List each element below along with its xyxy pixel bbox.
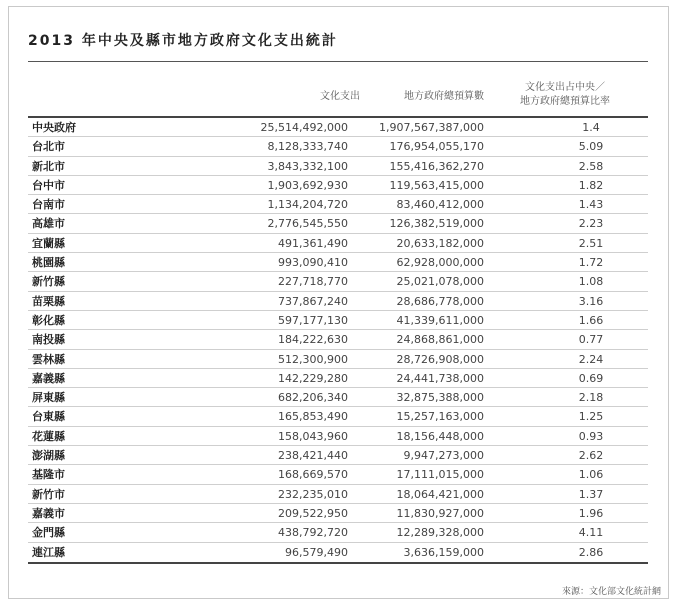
row-total-budget: 83,460,412,000 (396, 198, 484, 212)
row-total-budget: 18,156,448,000 (396, 429, 484, 443)
spending-table (28, 116, 648, 564)
row-ratio: 2.18 (578, 391, 604, 405)
row-total-budget: 11,830,927,000 (396, 506, 484, 520)
table-row (28, 407, 648, 426)
header-total-budget: 地方政府總預算數 (404, 91, 484, 102)
row-name: 嘉義市 (32, 506, 65, 520)
table-row (28, 485, 648, 504)
row-name: 南投縣 (32, 333, 65, 347)
row-name: 基隆市 (32, 468, 65, 482)
row-name: 澎湖縣 (32, 449, 65, 463)
row-culture-spending: 96,579,490 (285, 545, 348, 559)
row-name: 新竹縣 (32, 275, 65, 289)
row-total-budget: 28,686,778,000 (396, 294, 484, 308)
row-ratio: 5.09 (578, 140, 604, 154)
row-total-budget: 15,257,163,000 (396, 410, 484, 424)
row-ratio: 1.43 (578, 198, 604, 212)
row-ratio: 1.66 (578, 313, 604, 327)
table-row (28, 427, 648, 446)
row-ratio: 2.23 (578, 217, 604, 231)
row-name: 台南市 (32, 198, 65, 212)
row-ratio: 1.25 (578, 410, 604, 424)
row-culture-spending: 2,776,545,550 (267, 217, 348, 231)
row-total-budget: 25,021,078,000 (396, 275, 484, 289)
header-ratio-line1: 文化支出占中央／ (525, 82, 605, 93)
row-name: 新竹市 (32, 487, 65, 501)
row-culture-spending: 25,514,492,000 (260, 121, 348, 134)
row-total-budget: 62,928,000,000 (396, 256, 484, 270)
row-total-budget: 24,441,738,000 (396, 371, 484, 385)
table-row (28, 504, 648, 523)
row-ratio: 2.24 (578, 352, 604, 366)
table-row (28, 543, 648, 562)
table-row (28, 272, 648, 291)
row-total-budget: 155,416,362,270 (389, 159, 484, 173)
row-culture-spending: 142,229,280 (278, 371, 348, 385)
row-name: 連江縣 (32, 545, 65, 559)
row-total-budget: 12,289,328,000 (396, 526, 484, 540)
row-ratio: 2.51 (578, 236, 604, 250)
header-ratio (500, 81, 630, 109)
table-row (28, 234, 648, 253)
row-culture-spending: 682,206,340 (278, 391, 348, 405)
row-culture-spending: 1,903,692,930 (267, 178, 348, 192)
header-culture-spending: 文化支出 (320, 91, 360, 102)
row-ratio: 2.86 (578, 545, 604, 559)
row-total-budget: 24,868,861,000 (396, 333, 484, 347)
row-culture-spending: 737,867,240 (278, 294, 348, 308)
row-total-budget: 17,111,015,000 (396, 468, 484, 482)
row-name: 屏東縣 (32, 391, 65, 405)
row-ratio: 0.93 (578, 429, 604, 443)
row-total-budget: 41,339,611,000 (396, 313, 484, 327)
row-name: 新北市 (32, 159, 65, 173)
row-culture-spending: 165,853,490 (278, 410, 348, 424)
row-ratio: 1.06 (578, 468, 604, 482)
table-row (28, 195, 648, 214)
row-ratio: 1.96 (578, 506, 604, 520)
row-culture-spending: 158,043,960 (278, 429, 348, 443)
row-ratio: 2.58 (578, 159, 604, 173)
row-culture-spending: 209,522,950 (278, 506, 348, 520)
row-name: 台東縣 (32, 410, 65, 424)
row-ratio: 3.16 (578, 294, 604, 308)
row-name: 苗栗縣 (32, 294, 65, 308)
table-row (28, 176, 648, 195)
row-culture-spending: 168,669,570 (278, 468, 348, 482)
row-ratio: 1.08 (578, 275, 604, 289)
table-row (28, 369, 648, 388)
row-ratio: 4.11 (578, 526, 604, 540)
table-row (28, 157, 648, 176)
row-name: 花蓮縣 (32, 429, 65, 443)
table-row (28, 253, 648, 272)
row-total-budget: 1,907,567,387,000 (379, 121, 484, 134)
source-note: 來源：文化部文化統計網 (561, 587, 661, 597)
table-row (28, 118, 648, 137)
row-culture-spending: 512,300,900 (278, 352, 348, 366)
row-total-budget: 126,382,519,000 (389, 217, 484, 231)
row-name: 中央政府 (32, 121, 76, 134)
row-culture-spending: 3,843,332,100 (267, 159, 348, 173)
table-row (28, 465, 648, 484)
row-name: 台中市 (32, 178, 65, 192)
row-culture-spending: 232,235,010 (278, 487, 348, 501)
row-total-budget: 20,633,182,000 (396, 236, 484, 250)
row-ratio: 0.69 (578, 371, 604, 385)
row-culture-spending: 227,718,770 (278, 275, 348, 289)
row-ratio: 0.77 (578, 333, 604, 347)
row-name: 高雄市 (32, 217, 65, 231)
row-total-budget: 32,875,388,000 (396, 391, 484, 405)
page-title: 2013 年中央及縣市地方政府文化支出統計 (28, 33, 338, 49)
row-culture-spending: 438,792,720 (278, 526, 348, 540)
row-total-budget: 3,636,159,000 (403, 545, 484, 559)
row-name: 嘉義縣 (32, 371, 65, 385)
title-divider (28, 61, 648, 62)
row-ratio: 1.37 (578, 487, 604, 501)
table-row (28, 523, 648, 542)
table-row (28, 292, 648, 311)
table-row (28, 446, 648, 465)
row-culture-spending: 1,134,204,720 (267, 198, 348, 212)
row-name: 宜蘭縣 (32, 236, 65, 250)
table-row (28, 311, 648, 330)
row-name: 雲林縣 (32, 352, 65, 366)
table-row (28, 137, 648, 156)
row-total-budget: 18,064,421,000 (396, 487, 484, 501)
row-name: 桃園縣 (32, 256, 65, 270)
table-row (28, 214, 648, 233)
row-total-budget: 9,947,273,000 (403, 449, 484, 463)
row-culture-spending: 597,177,130 (278, 313, 348, 327)
header-ratio-line2: 地方政府總預算比率 (520, 96, 610, 107)
row-total-budget: 176,954,055,170 (389, 140, 484, 154)
table-row (28, 330, 648, 349)
row-name: 金門縣 (32, 526, 65, 540)
table-row (28, 388, 648, 407)
row-ratio: 1.4 (582, 121, 600, 134)
table-row (28, 350, 648, 369)
row-culture-spending: 184,222,630 (278, 333, 348, 347)
row-total-budget: 28,726,908,000 (396, 352, 484, 366)
row-name: 台北市 (32, 140, 65, 154)
row-ratio: 1.72 (578, 256, 604, 270)
row-culture-spending: 491,361,490 (278, 236, 348, 250)
row-ratio: 1.82 (578, 178, 604, 192)
row-culture-spending: 993,090,410 (278, 256, 348, 270)
row-name: 彰化縣 (32, 313, 65, 327)
row-ratio: 2.62 (578, 449, 604, 463)
row-total-budget: 119,563,415,000 (389, 178, 484, 192)
row-culture-spending: 8,128,333,740 (267, 140, 348, 154)
row-culture-spending: 238,421,440 (278, 449, 348, 463)
